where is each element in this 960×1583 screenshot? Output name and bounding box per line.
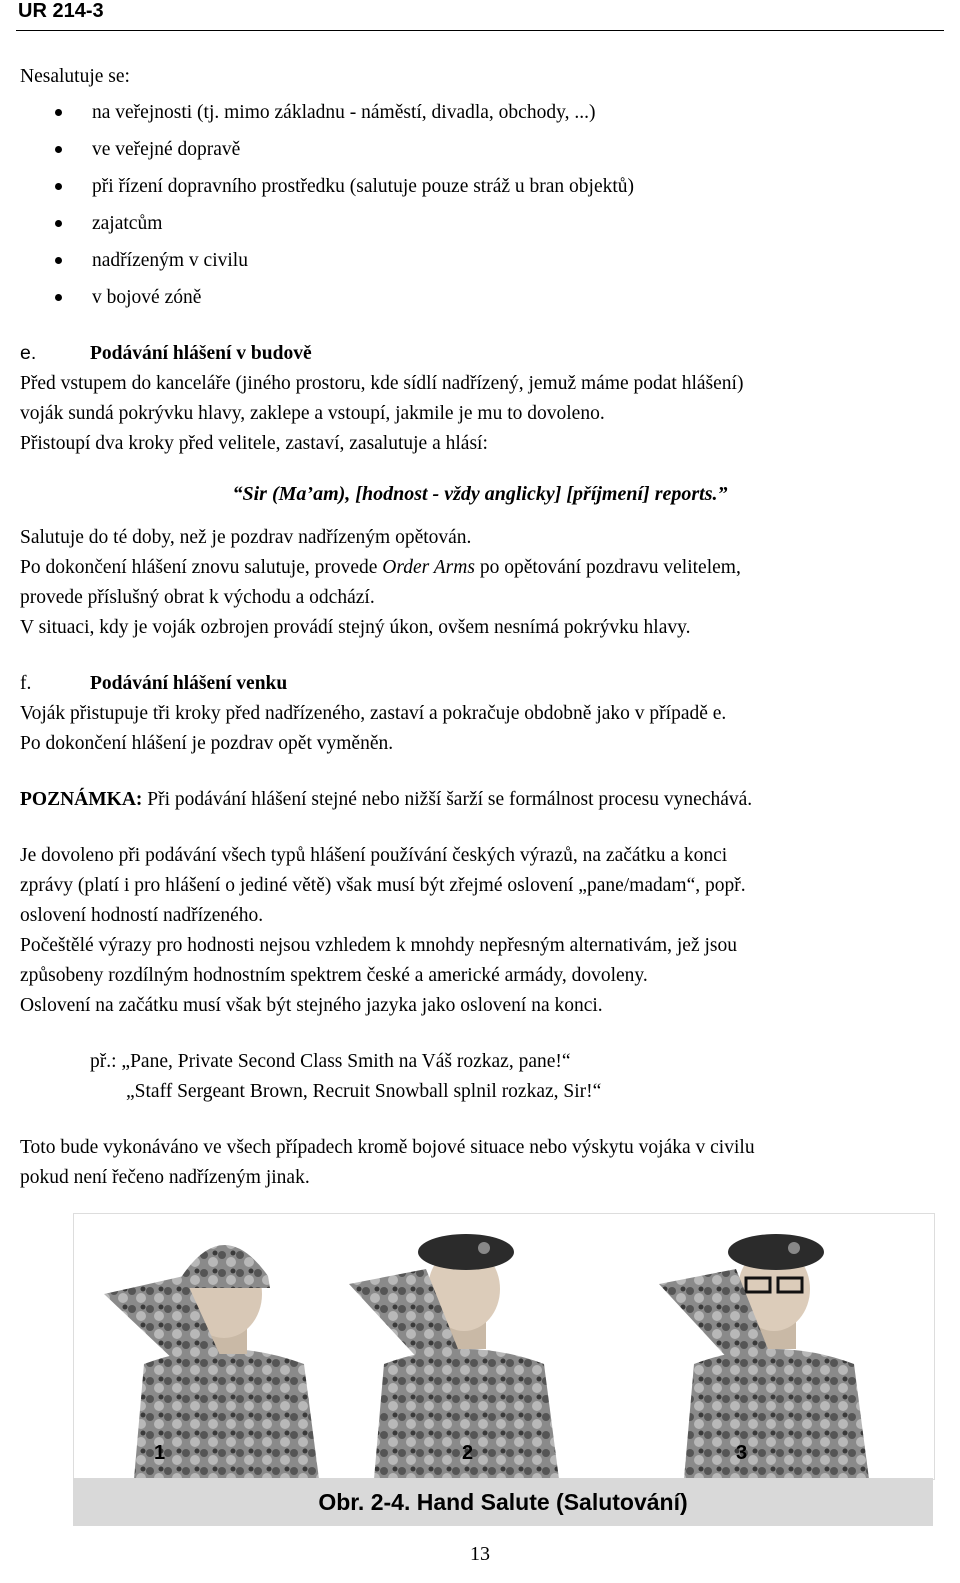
section-f-heading xyxy=(20,669,940,699)
soldier-2 xyxy=(349,1234,559,1479)
note-text: Při podávání hlášení stejné nebo nižší šarží se formálnost procesu vynechává. xyxy=(142,789,753,810)
note-paragraph xyxy=(20,785,940,815)
section-e-line: Před vstupem do kanceláře (jiného prostoru, kde sídlí nadřízený, jemuž máme podat hlášení) xyxy=(20,373,744,394)
salute-illustration xyxy=(74,1214,934,1479)
figure-number-2: 2 xyxy=(462,1442,474,1464)
header-rule xyxy=(16,30,944,31)
figure-caption: Obr. 2-4. Hand Salute (Salutování) xyxy=(73,1478,933,1526)
text-span: po opětování pozdravu velitelem, xyxy=(474,557,741,578)
section-e-title: Podávání hlášení v budově xyxy=(90,343,312,364)
section-f-marker: f. xyxy=(20,673,32,694)
figure-number-3: 3 xyxy=(736,1442,748,1464)
bullet-list xyxy=(20,94,940,316)
example-line: „Staff Sergeant Brown, Recruit Snowball splnil rozkaz, Sir!“ xyxy=(126,1081,602,1102)
paragraph-line: Je dovoleno při podávání všech typů hlášení používání českých výrazů, na začátku a konci xyxy=(20,845,728,866)
list-item: na veřejnosti (tj. mimo základnu - náměstí, divadla, obchody, ...) xyxy=(20,94,940,131)
list-item: v bojové zóně xyxy=(20,279,940,316)
paragraph-line: zprávy (platí i pro hlášení o jediné větě) však musí být zřejmé oslovení „pane/madam“, popř. xyxy=(20,875,746,896)
closing-line: pokud není řečeno nadřízeným jinak. xyxy=(20,1167,310,1188)
section-e-line: provede příslušný obrat k východu a odchází. xyxy=(20,587,375,608)
page-number: 13 xyxy=(470,1543,490,1565)
soldier-1 xyxy=(104,1245,319,1479)
example-text: „Pane, Private Second Class Smith na Váš rozkaz, pane!“ xyxy=(121,1051,571,1072)
section-e-line: V situaci, kdy je voják ozbrojen provádí stejný úkon, ovšem nesnímá pokrývku hlavy. xyxy=(20,617,691,638)
list-item: nadřízeným v civilu xyxy=(20,242,940,279)
list-item: při řízení dopravního prostředku (salutuje pouze stráž u bran objektů) xyxy=(20,168,940,205)
paragraph-line: způsobeny rozdílným hodnostním spektrem české a americké armády, dovoleny. xyxy=(20,965,648,986)
salute-figure xyxy=(73,1213,935,1480)
text-span: Po dokončení hlášení znovu salutuje, provede xyxy=(20,557,383,578)
report-quote: “Sir (Ma’am), [hodnost - vždy anglicky] [příjmení] reports.” xyxy=(232,483,728,505)
document-header: UR 214-3 xyxy=(18,0,104,22)
section-e-line xyxy=(20,553,940,583)
page-content xyxy=(20,60,940,1193)
note-label: POZNÁMKA: xyxy=(20,789,143,810)
paragraph-line: Počeštělé výrazy pro hodnosti nejsou vzhledem k mnohdy nepřesným alternativám, jež jsou xyxy=(20,935,737,956)
list-item: zajatcům xyxy=(20,205,940,242)
section-e-marker: e. xyxy=(20,342,37,364)
section-e-heading xyxy=(20,338,940,369)
intro-text: Nesalutuje se: xyxy=(20,66,130,87)
section-f-line: Po dokončení hlášení je pozdrav opět vyměněn. xyxy=(20,733,394,754)
section-f-line: Voják přistupuje tři kroky před nadřízeného, zastaví a pokračuje obdobně jako v případě e. xyxy=(20,703,727,724)
order-arms-term: Order Arms xyxy=(382,557,475,578)
section-e-line: Přistoupí dva kroky před velitele, zastaví, zasalutuje a hlásí: xyxy=(20,433,488,454)
closing-line: Toto bude vykonáváno ve všech případech kromě bojové situace nebo výskytu vojáka v civilu xyxy=(20,1137,755,1158)
soldier-3 xyxy=(659,1234,869,1479)
section-e-line: Salutuje do té doby, než je pozdrav nadřízeným opětován. xyxy=(20,527,472,548)
paragraph-line: oslovení hodností nadřízeného. xyxy=(20,905,264,926)
paragraph-line: Oslovení na začátku musí však být stejného jazyka jako oslovení na konci. xyxy=(20,995,603,1016)
example-label: př.: xyxy=(90,1051,117,1072)
figure-number-1: 1 xyxy=(154,1442,166,1464)
example-line xyxy=(20,1047,940,1077)
list-item: ve veřejné dopravě xyxy=(20,131,940,168)
section-e-line: voják sundá pokrývku hlavy, zaklepe a vstoupí, jakmile je mu to dovoleno. xyxy=(20,403,605,424)
section-f-title: Podávání hlášení venku xyxy=(90,673,288,694)
